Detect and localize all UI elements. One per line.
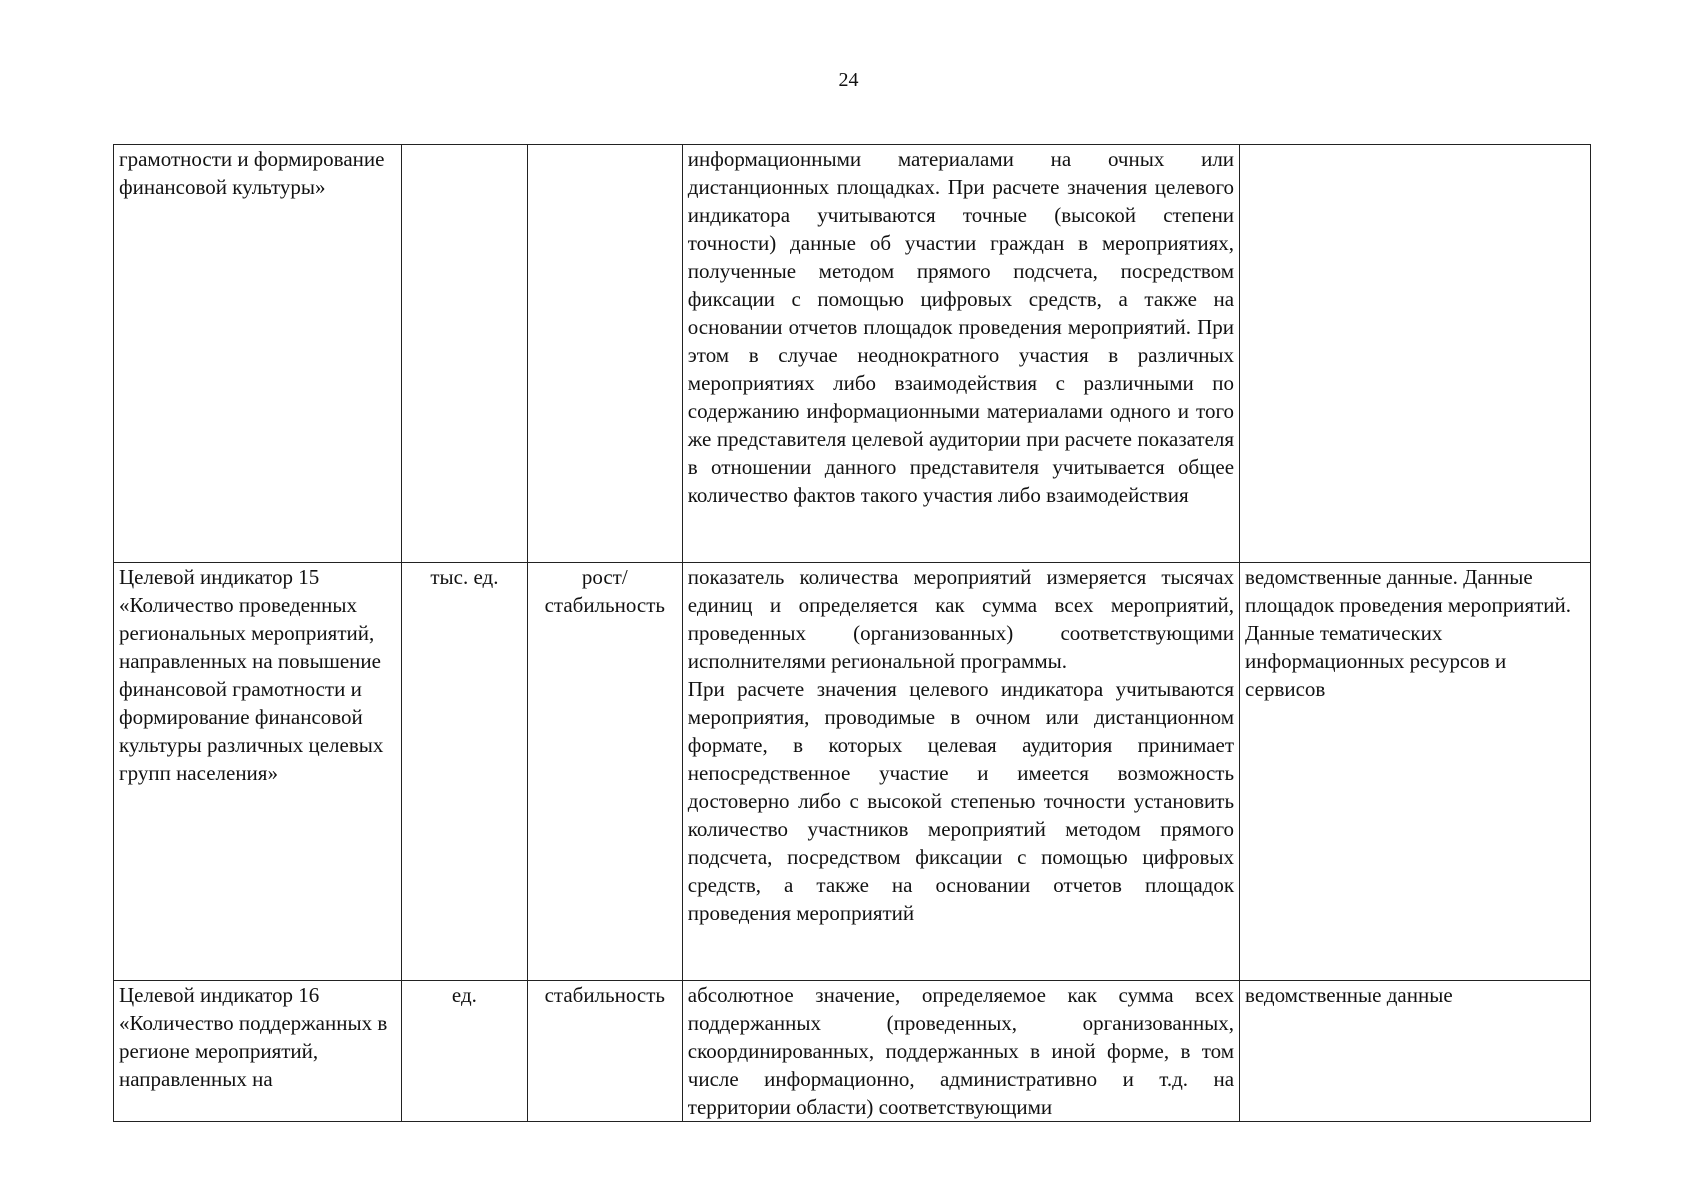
indicators-table [113, 144, 1591, 1122]
table-row [114, 563, 1591, 981]
method-paragraph: показатель количества мероприятий измеряется тысячах единиц и определяется как сумма всех мероприятий, проведенных (организованных) соответствующими исполнителями региональной программы. [687, 565, 1235, 673]
table-row [114, 145, 1591, 563]
table-row [114, 981, 1591, 1122]
dynamics-cell: рост/стабильность [527, 563, 682, 981]
method-cell [682, 563, 1239, 981]
unit-cell: ед. [402, 981, 528, 1122]
method-paragraph: При расчете значения целевого индикатора учитываются мероприятия, проводимые в очном или дистанционном формате, в которых целевая аудитория принимает непосредственное участие и имеется возможность достоверно либо с высокой степенью точности установить количество участников мероприятий методом прямого подсчета, посредством фиксации с помощью цифровых средств, а также на основании отчетов площадок проведения мероприятий [687, 677, 1235, 925]
dynamics-cell: стабильность [527, 981, 682, 1122]
method-paragraph: абсолютное значение, определяемое как сумма всех поддержанных (проведенных, организованных, скоординированных, поддержанных в иной форме, в том числе информационно, административно и т.д. на территории области) соответствующими [687, 983, 1235, 1119]
indicator-name-cell: Целевой индикатор 16 «Количество поддержанных в регионе мероприятий, направленных на [114, 981, 402, 1122]
unit-cell [402, 145, 528, 563]
method-cell [682, 981, 1239, 1122]
dynamics-cell [527, 145, 682, 563]
page-number: 24 [838, 69, 859, 91]
source-cell: ведомственные данные [1240, 981, 1591, 1122]
method-cell [682, 145, 1239, 563]
source-cell: ведомственные данные. Данные площадок проведения мероприятий. Данные тематических информационных ресурсов и сервисов [1240, 563, 1591, 981]
indicator-name-cell: грамотности и формирование финансовой культуры» [114, 145, 402, 563]
source-cell [1240, 145, 1591, 563]
method-paragraph: информационными материалами на очных или дистанционных площадках. При расчете значения целевого индикатора учитываются точные (высокой степени точности) данные об участии граждан в мероприятиях, полученные методом прямого подсчета, посредством фиксации с помощью цифровых средств, а также на основании отчетов площадок проведения мероприятий. При этом в случае неоднократного участия в различных мероприятиях либо взаимодействия с различными по содержанию информационными материалами одного и того же представителя целевой аудитории при расчете показателя в отношении данного представителя учитывается общее количество фактов такого участия либо взаимодействия [687, 147, 1235, 507]
unit-cell: тыс. ед. [402, 563, 528, 981]
indicator-name-cell: Целевой индикатор 15 «Количество проведенных региональных мероприятий, направленных на повышение финансовой грамотности и формирование финансовой культуры различных целевых групп населения» [114, 563, 402, 981]
